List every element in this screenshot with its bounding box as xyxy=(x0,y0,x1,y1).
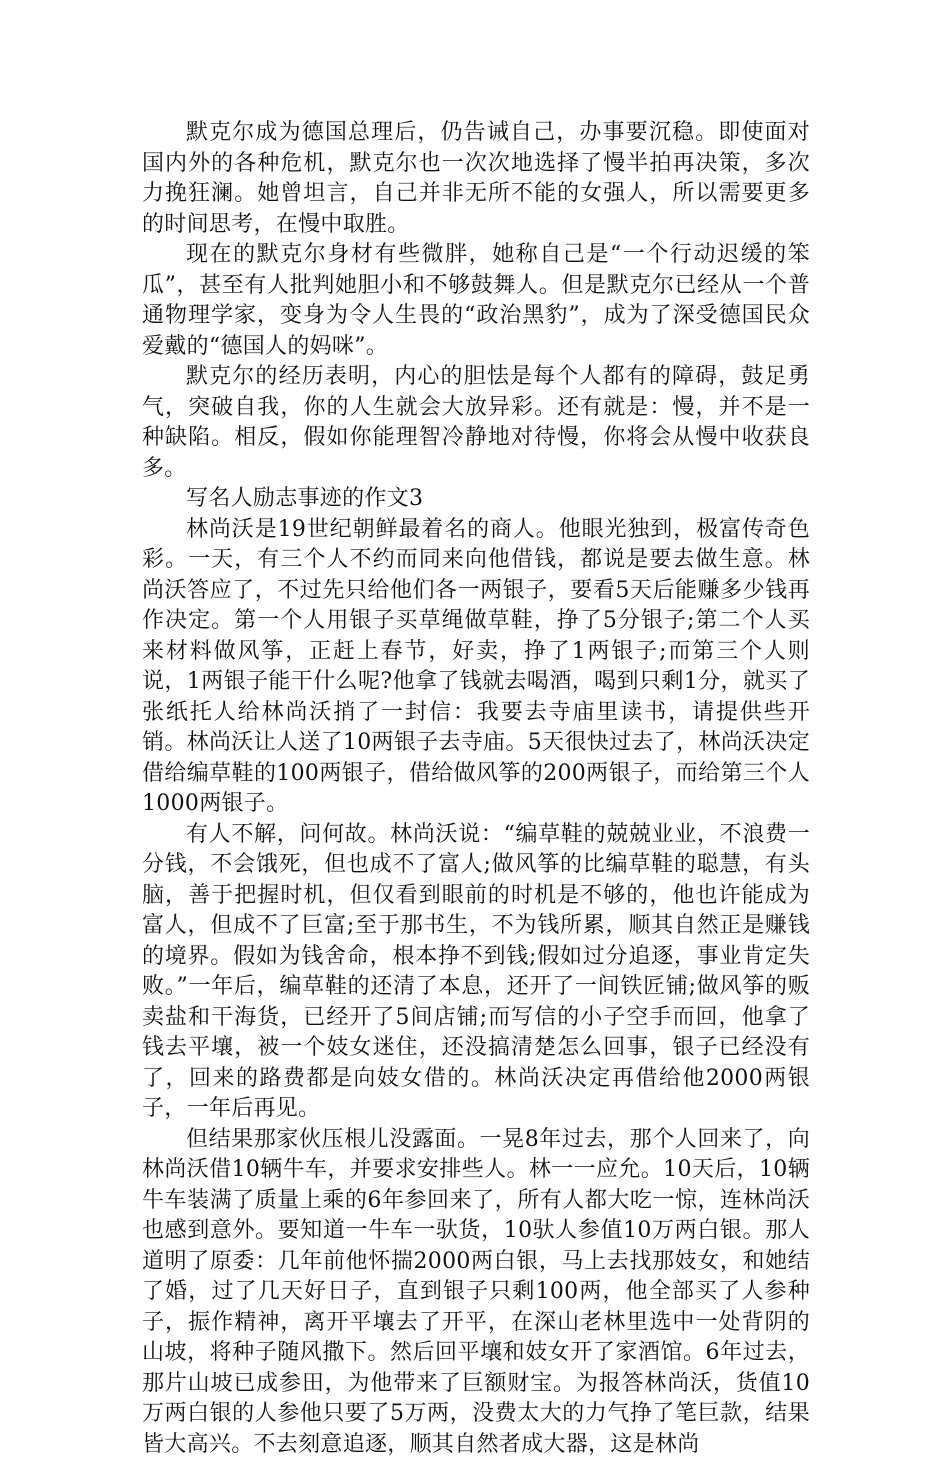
section-title: 写名人励志事迹的作文3 xyxy=(142,484,810,515)
paragraph: 默克尔的经历表明，内心的胆怯是每个人都有的障碍，鼓足勇气，突破自我，你的人生就会大放异彩。还有就是：慢，并不是一种缺陷。相反，假如你能理智冷静地对待慢，你将会从慢中收获良多。 xyxy=(142,362,810,484)
paragraph: 有人不解，问何故。林尚沃说：“编草鞋的兢兢业业，不浪费一分钱，不会饿死，但也成不了富人;做风筝的比编草鞋的聪慧，有头脑，善于把握时机，但仅看到眼前的时机是不够的，他也许能成为富人，但成不了巨富;至于那书生，不为钱所累，顺其自然正是赚钱的境界。假如为钱舍命，根本挣不到钱;假如过分追逐，事业肯定失败。”一年后，编草鞋的还清了本息，还开了一间铁匠铺;做风筝的贩卖盐和干海货，已经开了5间店铺;而写信的小子空手而回，他拿了钱去平壤，被一个妓女迷住，还没搞清楚怎么回事，银子已经没有了，回来的路费都是向妓女借的。林尚沃决定再借给他2000两银子，一年后再见。 xyxy=(142,820,810,1125)
paragraph: 默克尔成为德国总理后，仍告诫自己，办事要沉稳。即使面对国内外的各种危机，默克尔也一次次地选择了慢半拍再决策，多次力挽狂澜。她曾坦言，自己并非无所不能的女强人，所以需要更多的时间思考，在慢中取胜。 xyxy=(142,118,810,240)
paragraph: 林尚沃是19世纪朝鲜最着名的商人。他眼光独到，极富传奇色彩。一天，有三个人不约而同来向他借钱，都说是要去做生意。林尚沃答应了，不过先只给他们各一两银子，要看5天后能赚多少钱再作决定。第一个人用银子买草绳做草鞋，挣了5分银子;第二个人买来材料做风筝，正赶上春节，好卖，挣了1两银子;而第三个人则说，1两银子能干什么呢?他拿了钱就去喝酒，喝到只剩1分，就买了张纸托人给林尚沃捎了一封信：我要去寺庙里读书，请提供些开销。林尚沃让人送了10两银子去寺庙。5天很快过去了，林尚沃决定借给编草鞋的100两银子，借给做风筝的200两银子，而给第三个人1000两银子。 xyxy=(142,515,810,820)
paragraph: 但结果那家伙压根儿没露面。一晃8年过去，那个人回来了，向林尚沃借10辆牛车，并要求安排些人。林一一应允。10天后，10辆牛车装满了质量上乘的6年参回来了，所有人都大吃一惊，连林尚沃也感到意外。要知道一牛车一驮货，10驮人参值10万两白银。那人道明了原委：几年前他怀揣2000两白银，马上去找那妓女，和她结了婚，过了几天好日子，直到银子只剩100两，他全部买了人参种子，振作精神，离开平壤去了开平，在深山老林里选中一处背阴的山坡，将种子随风撒下。然后回平壤和妓女开了家酒馆。6年过去，那片山坡已成参田，为他带来了巨额财宝。为报答林尚沃，货值10万两白银的人参他只要了5万两，没费太大的力气挣了笔巨款，结果皆大高兴。不去刻意追逐，顺其自然者成大器，这是林尚 xyxy=(142,1125,810,1460)
document-body xyxy=(142,118,810,1460)
paragraph: 现在的默克尔身材有些微胖，她称自己是“一个行动迟缓的笨瓜”，甚至有人批判她胆小和不够鼓舞人。但是默克尔已经从一个普通物理学家，变身为令人生畏的“政治黑豹”，成为了深受德国民众爱戴的“德国人的妈咪”。 xyxy=(142,240,810,362)
